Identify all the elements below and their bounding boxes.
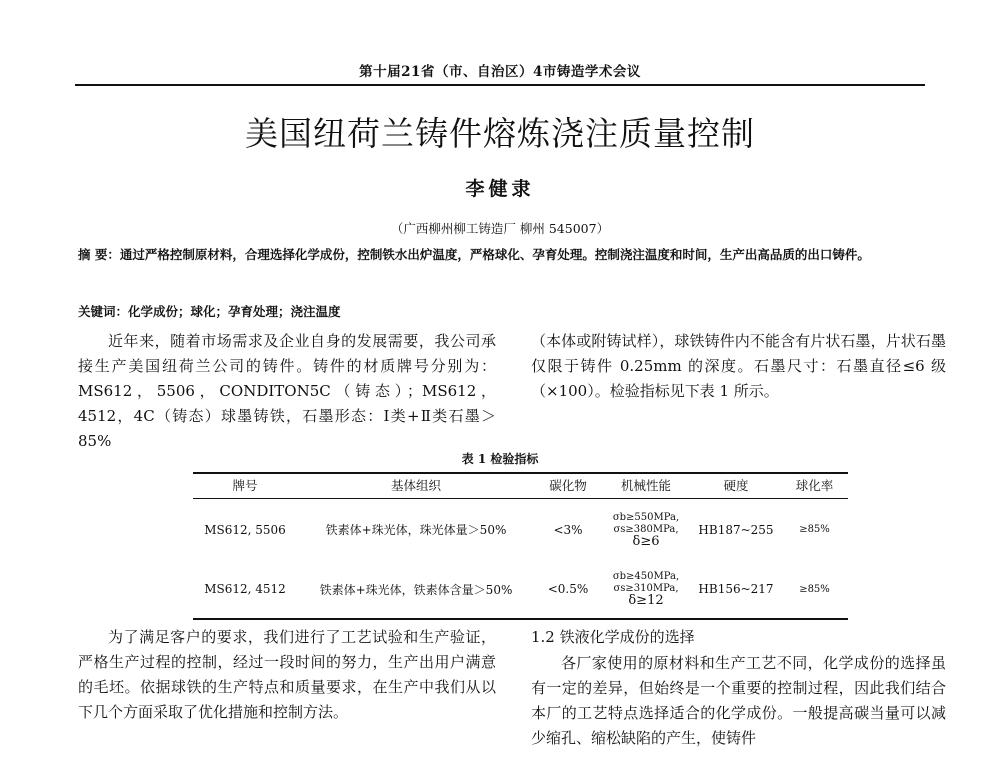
cell-nodularity: ≥85% <box>781 561 848 619</box>
affiliation: （广西柳州柳工铸造厂 柳州 545007） <box>390 221 610 236</box>
mech-elongation: δ≥6 <box>632 533 660 549</box>
cell-matrix: 铁素体+珠光体，铁素体含量＞50% <box>297 561 535 619</box>
left-column-paragraph-2: 为了满足客户的要求，我们进行了工艺试验和生产验证，严格生产过程的控制，经过一段时间的努力，生产出用户满意的毛坯。依据球铁的生产特点和质量要求，在生产中我们从以下几个方面采取了优化措施和控制方法。 <box>78 628 496 721</box>
abstract-text: 通过严格控制原材料，合理选择化学成份，控制铁水出炉温度，严格球化、孕育处理。控制浇注温度和时间，生产出高品质的出口铸件。 <box>119 247 870 262</box>
col-header-matrix: 基体组织 <box>297 473 535 499</box>
right-column-paragraph-1: （本体或附铸试样），球铁铸件内不能含有片状石墨，片状石墨仅限于铸件 0.25mm 的深度。石墨尺寸：石墨直径≤6 级（×100）。检验指标见下表 1 所示。 <box>531 332 946 400</box>
cell-carbide: <0.5% <box>535 561 601 619</box>
cell-carbide: <3% <box>553 522 583 537</box>
col-header-hardness: 硬度 <box>691 473 781 499</box>
conference-header: 第十届21省（市、自治区）4市铸造学术会议 <box>359 64 641 80</box>
col-header-mechanical: 机械性能 <box>601 473 691 499</box>
keywords-text: 化学成份；球化；孕育处理；浇注温度 <box>128 304 341 319</box>
paper-title: 美国纽荷兰铸件熔炼浇注质量控制 <box>245 114 755 153</box>
mech-elongation: δ≥12 <box>628 593 664 608</box>
col-header-grade: 牌号 <box>193 473 297 499</box>
cell-mechanical <box>601 499 691 561</box>
cell-grade: MS612, 4512 <box>193 561 297 619</box>
left-column-paragraph-1: 近年来，随着市场需求及企业自身的发展需要，我公司承接生产美国纽荷兰公司的铸件。铸件的材质牌号分别为：MS612，5506，CONDITON5C（铸态）；MS612，4512，4C（铸态）球墨铸铁，石墨形态：Ⅰ类+Ⅱ类石墨＞85% <box>78 332 496 450</box>
col-header-nodularity: 球化率 <box>781 473 848 499</box>
cell-nodularity: ≥85% <box>799 524 830 536</box>
mech-yield: σs≥310MPa, <box>613 583 679 594</box>
table-caption: 表 1 检验指标 <box>461 452 539 466</box>
keywords <box>78 300 943 324</box>
mech-tensile: σb≥450MPa, <box>612 571 680 582</box>
abstract <box>78 243 943 267</box>
cell-matrix: 铁素体+珠光体，珠光体量＞50% <box>325 523 507 538</box>
header-rule <box>75 84 925 86</box>
abstract-label: 摘 要： <box>78 247 120 262</box>
mech-tensile: σb≥550MPa, <box>612 511 680 523</box>
mech-yield: σs≥380MPa, <box>613 523 679 535</box>
inspection-table <box>193 472 848 620</box>
col-header-carbide: 碳化物 <box>535 473 601 499</box>
cell-hardness: HB187~255 <box>698 522 774 537</box>
author-name: 李健隶 <box>465 178 535 200</box>
section-heading-1-2: 1.2 铁液化学成份的选择 <box>531 628 695 646</box>
cell-grade: MS612, 5506 <box>204 522 286 537</box>
cell-hardness: HB156~217 <box>691 561 781 619</box>
table-row <box>193 561 848 619</box>
cell-mechanical <box>601 561 691 619</box>
table-row <box>193 499 848 561</box>
keywords-label: 关键词： <box>78 304 129 319</box>
right-column-paragraph-2: 各厂家使用的原材料和生产工艺不同，化学成份的选择虽有一定的差异，但始终是一个重要的控制过程，因此我们结合本厂的工艺特点选择适合的化学成份。一般提高碳当量可以减少缩孔、缩松缺陷的产生，使铸件 <box>531 654 946 747</box>
table-header-row <box>193 473 848 499</box>
